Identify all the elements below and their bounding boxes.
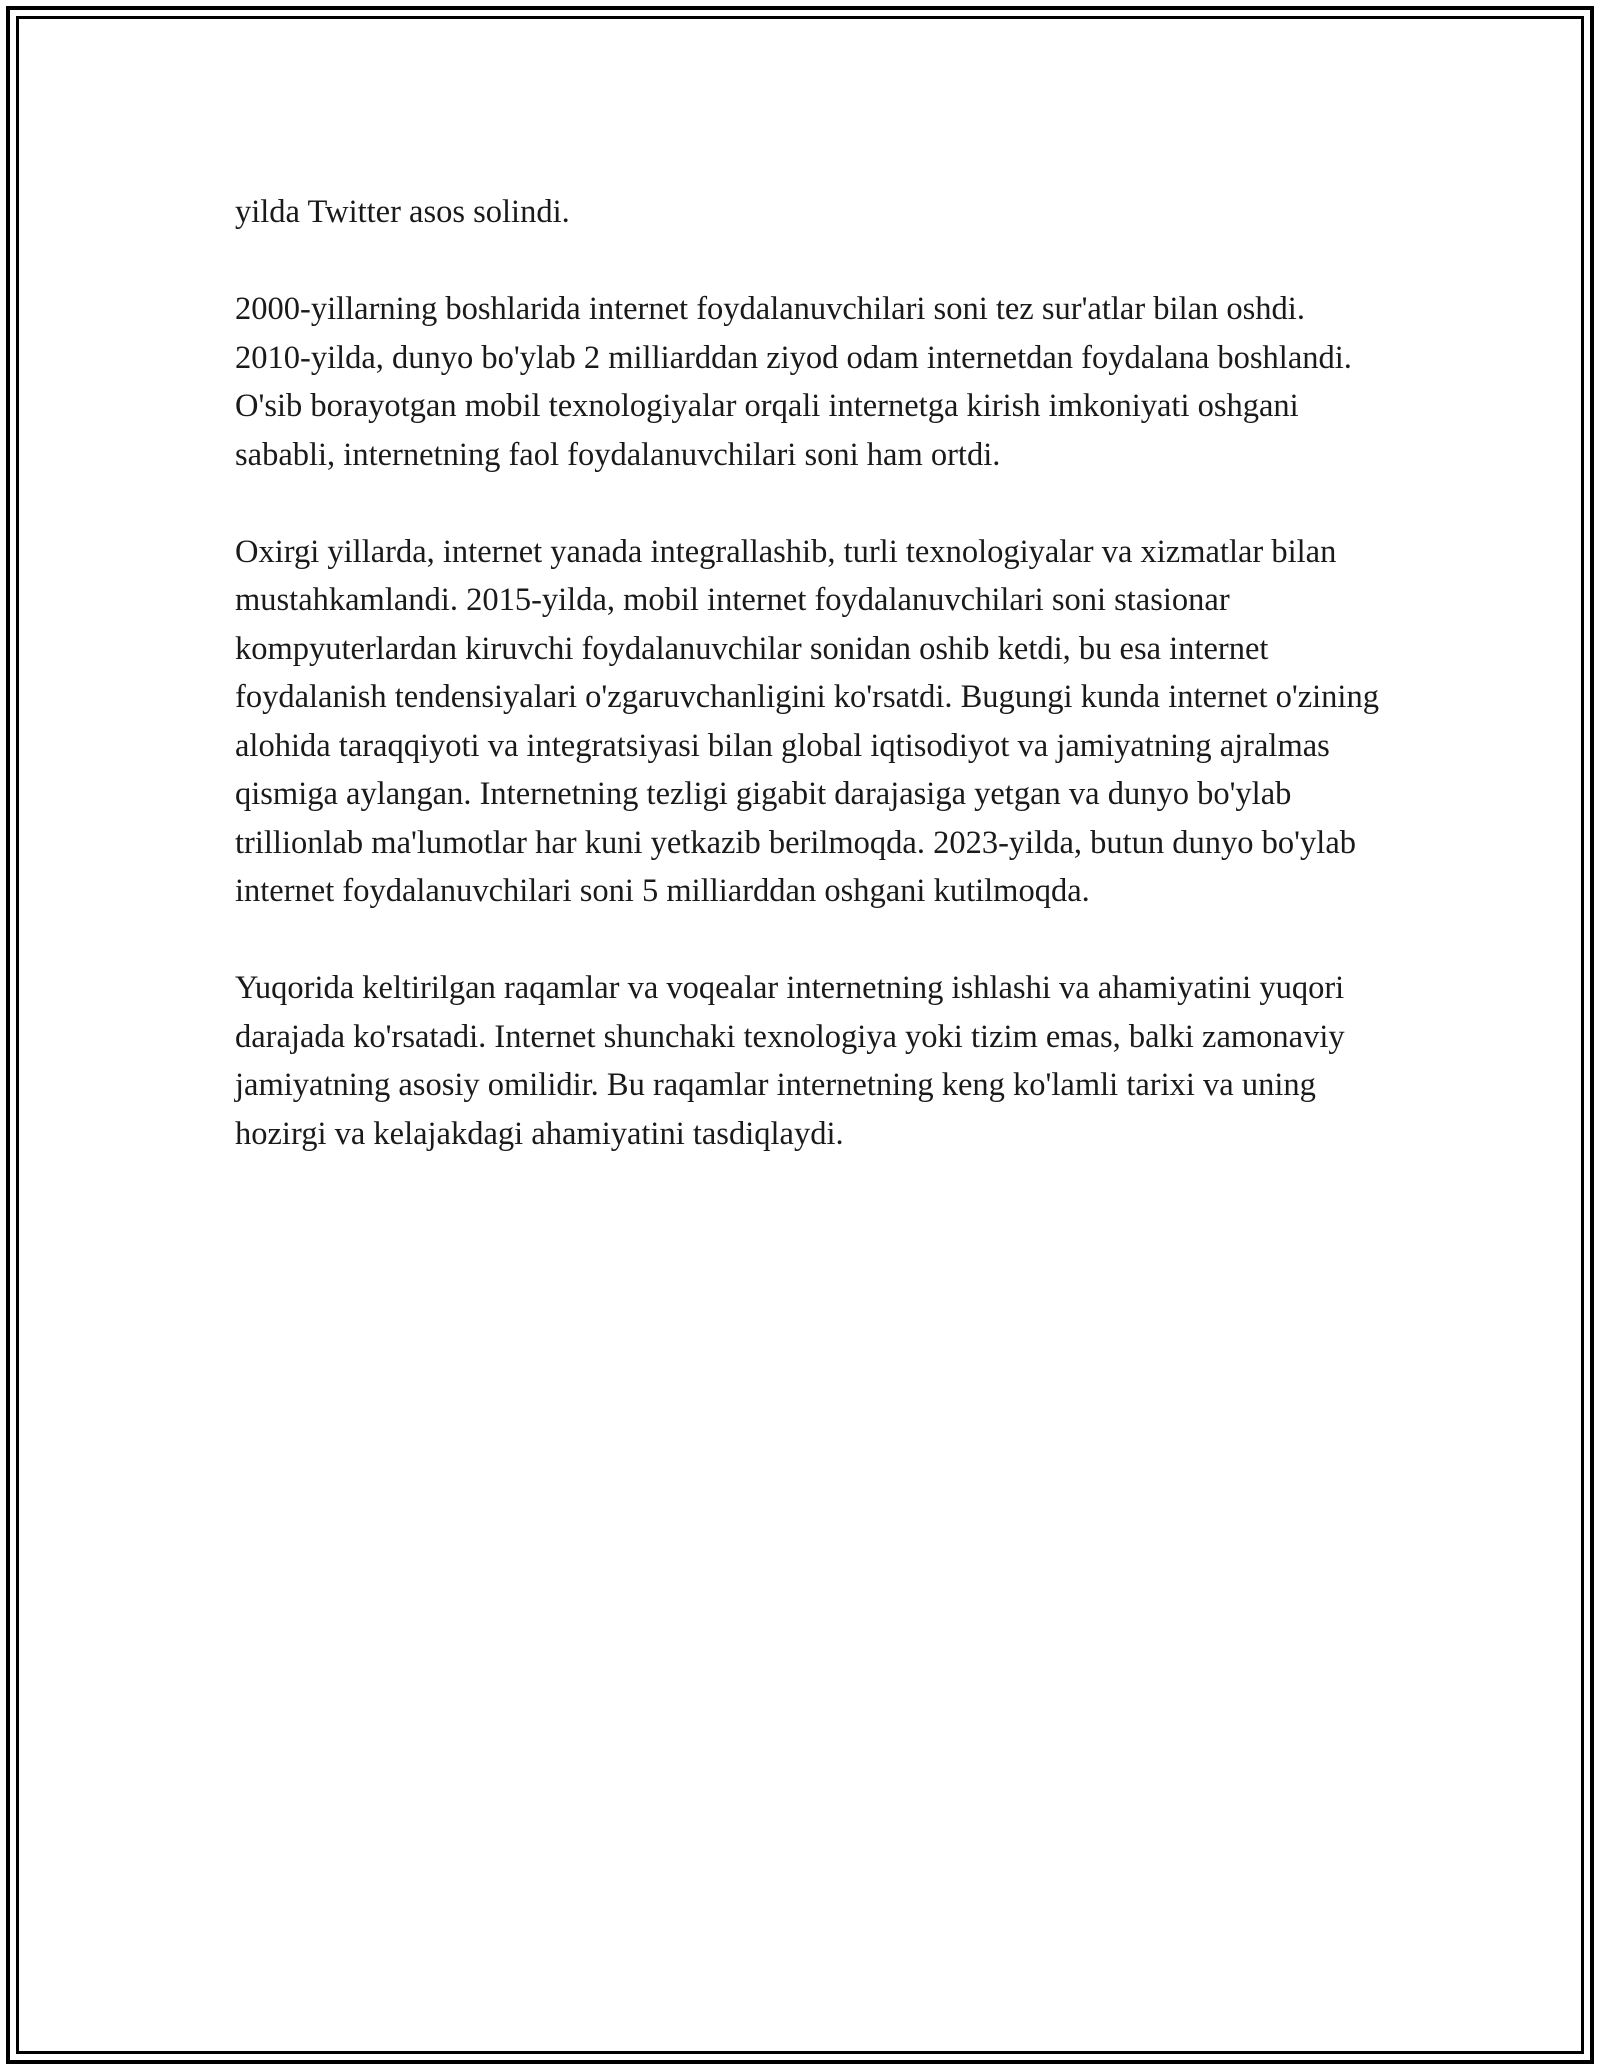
paragraph-4: Yuqorida keltirilgan raqamlar va voqealar internetning ishlashi va ahamiyatini yuqori darajada ko'rsatadi. Internet shunchaki texnologiya yoki tizim emas, balki zamonaviy jamiyatning asosiy omilidir. Bu raqamlar internetning keng ko'lamli tarixi va uning hozirgi va kelajakdagi ahamiyatini tasdiqlaydi. (235, 970, 1345, 1152)
paragraph-2: 2000-yillarning boshlarida internet foydalanuvchilari soni tez sur'atlar bilan oshdi. 2010-yilda, dunyo bo'ylab 2 milliarddan ziyod odam internetdan foydalana boshlandi. O'sib borayotgan mobil texnologiyalar orqali internetga kirish imkoniyati oshgani sababli, internetning faol foydalanuvchilari soni ham ortdi. (235, 291, 1352, 473)
document-body (235, 188, 1385, 1207)
paragraph-3: Oxirgi yillarda, internet yanada integrallashib, turli texnologiyalar va xizmatlar bilan mustahkamlandi. 2015-yilda, mobil internet foydalanuvchilari soni stasionar kompyuterlardan kiruvchi foydalanuvchilar sonidan oshib ketdi, bu esa internet foydalanish tendensiyalari o'zgaruvchanligini ko'rsatdi. Bugungi kunda internet o'zining alohida taraqqiyoti va integratsiyasi bilan global iqtisodiyot va jamiyatning ajralmas qismiga aylangan. Internetning tezligi gigabit darajasiga yetgan va dunyo bo'ylab trillionlab ma'lumotlar har kuni yetkazib berilmoqda. 2023-yilda, butun dunyo bo'ylab internet foydalanuvchilari soni 5 milliarddan oshgani kutilmoqda. (235, 533, 1379, 909)
paragraph-1: yilda Twitter asos solindi. (235, 194, 570, 230)
